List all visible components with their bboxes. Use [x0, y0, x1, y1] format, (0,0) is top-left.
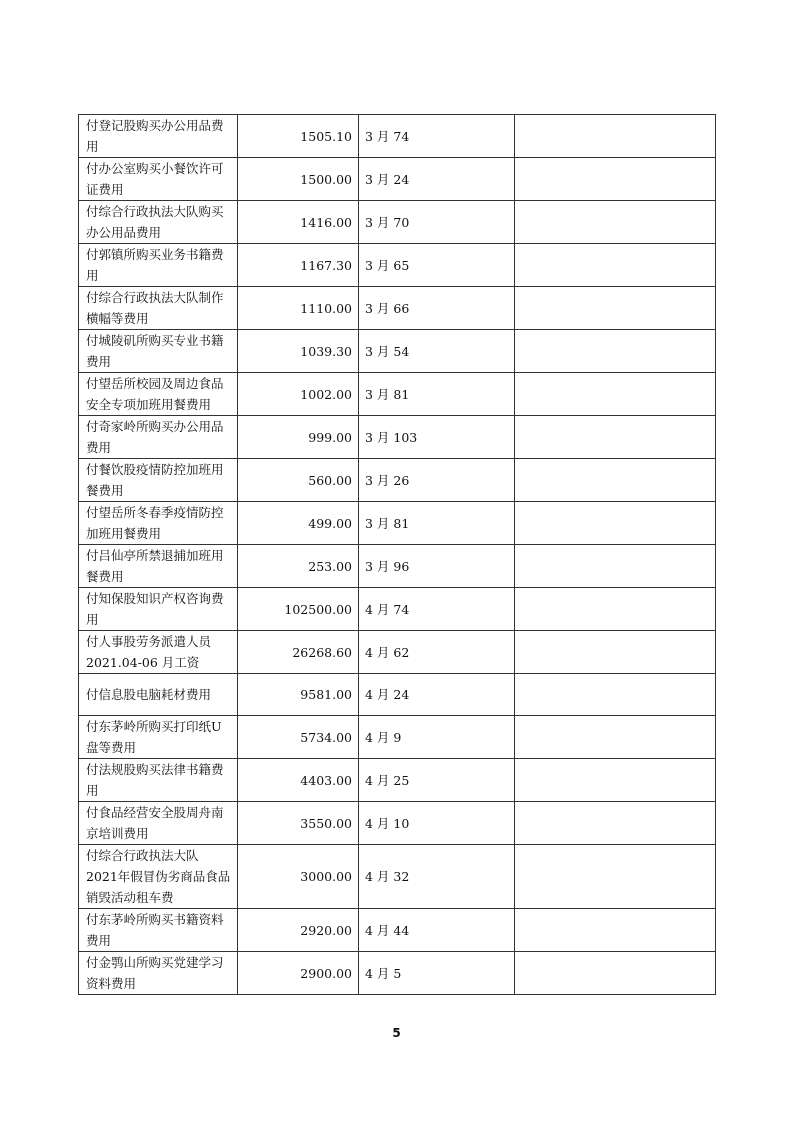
- description-cell: 付综合行政执法大队购买办公用品费用: [79, 201, 238, 244]
- table-row: [79, 588, 716, 631]
- amount-cell: 999.00: [238, 416, 359, 459]
- table-row: [79, 416, 716, 459]
- table-row: [79, 373, 716, 416]
- description-cell: 付东茅岭所购买打印纸U盘等费用: [79, 716, 238, 759]
- amount-cell: 3550.00: [238, 802, 359, 845]
- date-cell: 3 月 66: [359, 287, 515, 330]
- description-cell: 付法规股购买法律书籍费用: [79, 759, 238, 802]
- date-cell: 3 月 26: [359, 459, 515, 502]
- amount-cell: 1002.00: [238, 373, 359, 416]
- note-cell: [515, 459, 716, 502]
- description-cell: 付登记股购买办公用品费用: [79, 115, 238, 158]
- amount-cell: 1167.30: [238, 244, 359, 287]
- table-row: [79, 909, 716, 952]
- table-row: [79, 330, 716, 373]
- amount-cell: 1110.00: [238, 287, 359, 330]
- date-cell: 4 月 5: [359, 952, 515, 995]
- note-cell: [515, 716, 716, 759]
- note-cell: [515, 373, 716, 416]
- table-row: [79, 287, 716, 330]
- note-cell: [515, 201, 716, 244]
- date-cell: 4 月 24: [359, 674, 515, 716]
- note-cell: [515, 287, 716, 330]
- date-cell: 3 月 81: [359, 502, 515, 545]
- amount-cell: 253.00: [238, 545, 359, 588]
- description-cell: 付办公室购买小餐饮许可证费用: [79, 158, 238, 201]
- date-cell: 4 月 10: [359, 802, 515, 845]
- note-cell: [515, 545, 716, 588]
- note-cell: [515, 759, 716, 802]
- description-cell: 付吕仙亭所禁退捕加班用餐费用: [79, 545, 238, 588]
- date-cell: 4 月 9: [359, 716, 515, 759]
- note-cell: [515, 631, 716, 674]
- date-cell: 4 月 44: [359, 909, 515, 952]
- amount-cell: 1500.00: [238, 158, 359, 201]
- amount-cell: 560.00: [238, 459, 359, 502]
- date-cell: 4 月 62: [359, 631, 515, 674]
- amount-cell: 1416.00: [238, 201, 359, 244]
- date-cell: 4 月 25: [359, 759, 515, 802]
- amount-cell: 5734.00: [238, 716, 359, 759]
- amount-cell: 1039.30: [238, 330, 359, 373]
- table-row: [79, 674, 716, 716]
- date-cell: 4 月 74: [359, 588, 515, 631]
- note-cell: [515, 502, 716, 545]
- description-cell: 付信息股电脑耗材费用: [79, 674, 238, 716]
- amount-cell: 499.00: [238, 502, 359, 545]
- note-cell: [515, 909, 716, 952]
- date-cell: 3 月 54: [359, 330, 515, 373]
- description-cell: 付餐饮股疫情防控加班用餐费用: [79, 459, 238, 502]
- table-row: [79, 244, 716, 287]
- date-cell: 3 月 81: [359, 373, 515, 416]
- amount-cell: 3000.00: [238, 845, 359, 909]
- description-cell: 付知保股知识产权咨询费用: [79, 588, 238, 631]
- note-cell: [515, 802, 716, 845]
- table-row: [79, 158, 716, 201]
- table-row: [79, 802, 716, 845]
- date-cell: 3 月 70: [359, 201, 515, 244]
- note-cell: [515, 244, 716, 287]
- table-row: [79, 502, 716, 545]
- table-row: [79, 459, 716, 502]
- amount-cell: 2920.00: [238, 909, 359, 952]
- table-row: [79, 716, 716, 759]
- description-cell: 付东茅岭所购买书籍资料费用: [79, 909, 238, 952]
- table-row: [79, 545, 716, 588]
- table-row: [79, 201, 716, 244]
- amount-cell: 102500.00: [238, 588, 359, 631]
- note-cell: [515, 416, 716, 459]
- page-number: 5: [392, 1026, 401, 1040]
- table-row: [79, 845, 716, 909]
- note-cell: [515, 330, 716, 373]
- date-cell: 3 月 65: [359, 244, 515, 287]
- description-cell: 付综合行政执法大队制作横幅等费用: [79, 287, 238, 330]
- note-cell: [515, 674, 716, 716]
- table-row: [79, 759, 716, 802]
- amount-cell: 2900.00: [238, 952, 359, 995]
- description-cell: 付金鹗山所购买党建学习资料费用: [79, 952, 238, 995]
- date-cell: 3 月 24: [359, 158, 515, 201]
- date-cell: 3 月 96: [359, 545, 515, 588]
- note-cell: [515, 952, 716, 995]
- note-cell: [515, 845, 716, 909]
- date-cell: 4 月 32: [359, 845, 515, 909]
- date-cell: 3 月 103: [359, 416, 515, 459]
- expense-table: [78, 114, 716, 995]
- table-row: [79, 952, 716, 995]
- description-cell: 付食品经营安全股周舟南京培训费用: [79, 802, 238, 845]
- table-row: [79, 115, 716, 158]
- description-cell: 付综合行政执法大队 2021年假冒伪劣商品食品销毁活动租车费: [79, 845, 238, 909]
- date-cell: 3 月 74: [359, 115, 515, 158]
- amount-cell: 4403.00: [238, 759, 359, 802]
- amount-cell: 26268.60: [238, 631, 359, 674]
- note-cell: [515, 588, 716, 631]
- note-cell: [515, 158, 716, 201]
- description-cell: 付城陵矶所购买专业书籍费用: [79, 330, 238, 373]
- description-cell: 付奇家岭所购买办公用品费用: [79, 416, 238, 459]
- description-cell: 付郭镇所购买业务书籍费用: [79, 244, 238, 287]
- amount-cell: 9581.00: [238, 674, 359, 716]
- description-cell: 付望岳所冬春季疫情防控加班用餐费用: [79, 502, 238, 545]
- table-row: [79, 631, 716, 674]
- description-cell: 付望岳所校园及周边食品安全专项加班用餐费用: [79, 373, 238, 416]
- note-cell: [515, 115, 716, 158]
- amount-cell: 1505.10: [238, 115, 359, 158]
- description-cell: 付人事股劳务派遣人员2021.04-06 月工资: [79, 631, 238, 674]
